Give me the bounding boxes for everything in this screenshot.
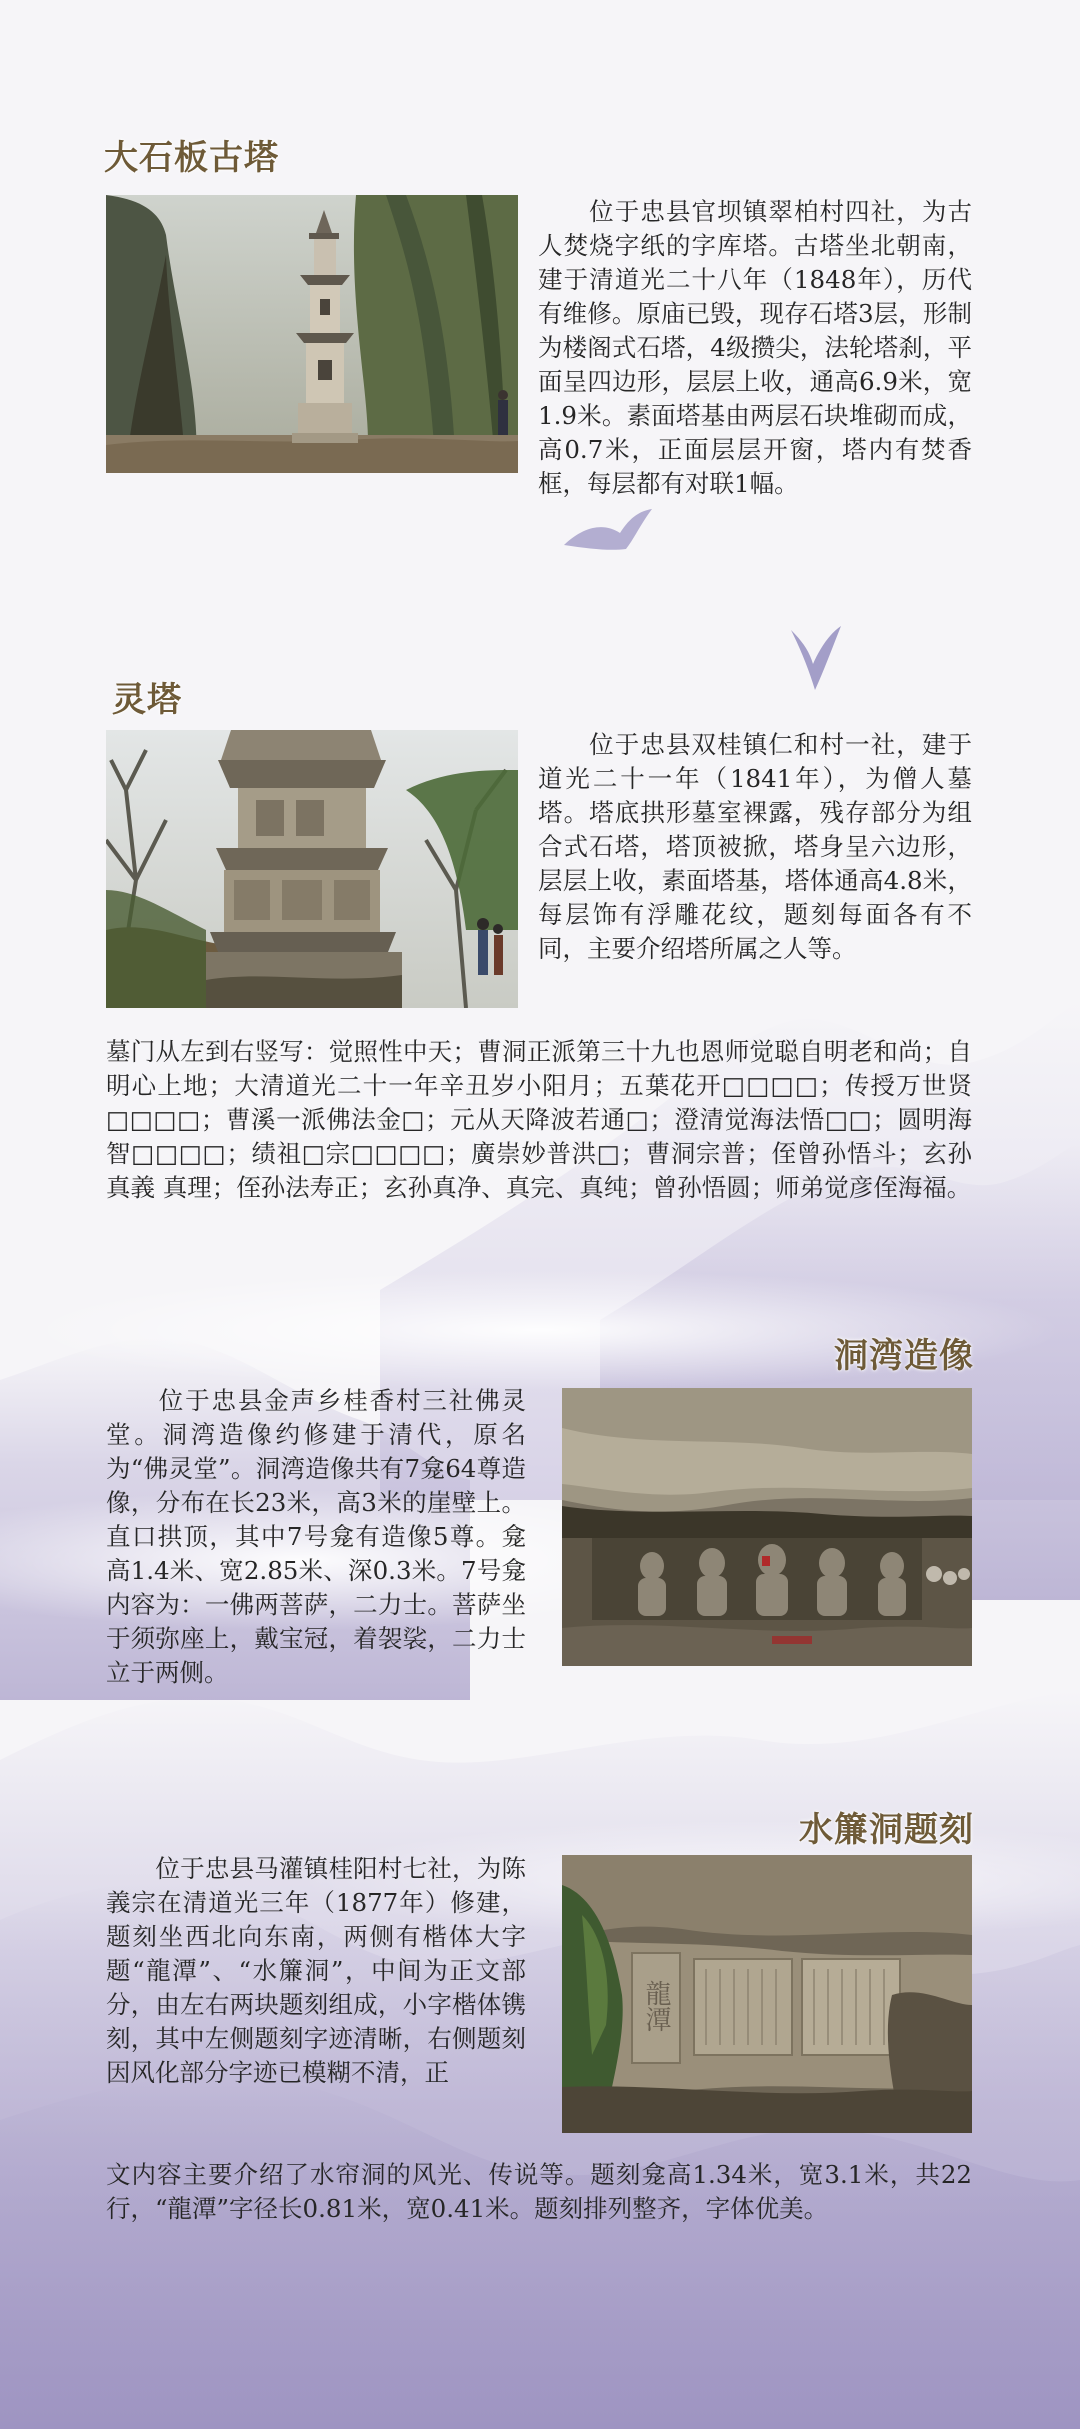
section-title-shuiliandong: 水簾洞题刻	[799, 1810, 974, 1850]
section-text-dashiban: 位于忠县官坝镇翠柏村四社，为古人焚烧字纸的字库塔。古塔坐北朝南，建于清道光二十八年（1848年），历代有维修。原庙已毁，现存石塔3层，形制为楼阁式石塔，4级攒尖，法轮塔刹，平面呈四边形，层层上收，通高6.9米，宽1.9米。素面塔基由两层石块堆砌而成，高0.7米，正面层层开窗，塔内有焚香框，每层都有对联1幅。	[538, 197, 972, 498]
section-title-lingta: 灵塔	[112, 680, 182, 720]
cliff-statues-photo	[562, 1388, 972, 1666]
section-text-shuiliandong-intro: 位于忠县马灌镇桂阳村七社，为陈義宗在清道光三年（1877年）修建，题刻坐西北向东南，两侧有楷体大字题“龍潭”、“水簾洞”，中间为正文部分，由左右两块题刻组成，小字楷体镌刻，其中左侧题刻字迹清晰，右侧题刻因风化部分字迹已模糊不清，正	[106, 1854, 526, 2087]
bird-icon	[560, 505, 655, 565]
inscription-text: 龍潭	[641, 1980, 671, 2032]
pagoda-photo	[106, 195, 518, 473]
section-text-lingta-intro: 位于忠县双桂镇仁和村一社，建于道光二十一年（1841年），为僧人墓塔。塔底拱形墓室裸露，残存部分为组合式石塔，塔顶被掀，塔身呈六边形，层层上收，素面塔基，塔体通高4.8米，每层饰有浮雕花纹，题刻每面各有不同，主要介绍塔所属之人等。	[538, 730, 972, 963]
section-text-dongwan: 位于忠县金声乡桂香村三社佛灵堂。洞湾造像约修建于清代，原名为“佛灵堂”。洞湾造像共有7龛64尊造像，分布在长23米，高3米的崖壁上。直口拱顶，其中7号龛有造像5尊。龛高1.4米、宽2.85米、深0.3米。7号龛内容为：一佛两菩萨，二力士。菩萨坐于须弥座上，戴宝冠，着袈裟，二力士立于两侧。	[106, 1386, 526, 1687]
section-title-dongwan: 洞湾造像	[834, 1336, 974, 1376]
section-title-dashiban: 大石板古塔	[104, 138, 279, 178]
cliff-inscription-photo	[562, 1855, 972, 2133]
section-text-lingta-full: 墓门从左到右竖写：觉照性中天；曹洞正派第三十九也恩师觉聪自明老和尚；自明心上地；大清道光二十一年辛丑岁小阳月；五葉花开□□□□；传授万世贤□□□□；曹溪一派佛法金□；元从天降波若通□；澄清觉海法悟□□；圆明海智□□□□；绩祖□宗□□□□；廣崇妙普洪□；曹洞宗普；侄曾孙悟斗；玄孙真義 真理；侄孙法寿正；玄孙真净、真完、真纯；曾孙悟圆；师弟觉彦侄海福。	[106, 1037, 972, 1202]
tomb-pagoda-photo	[106, 730, 518, 1008]
bird-icon	[785, 620, 845, 695]
section-text-shuiliandong-full: 文内容主要介绍了水帘洞的风光、传说等。题刻龛高1.34米，宽3.1米，共22行，“龍潭”字径长0.81米，宽0.41米。题刻排列整齐，字体优美。	[106, 2160, 972, 2223]
